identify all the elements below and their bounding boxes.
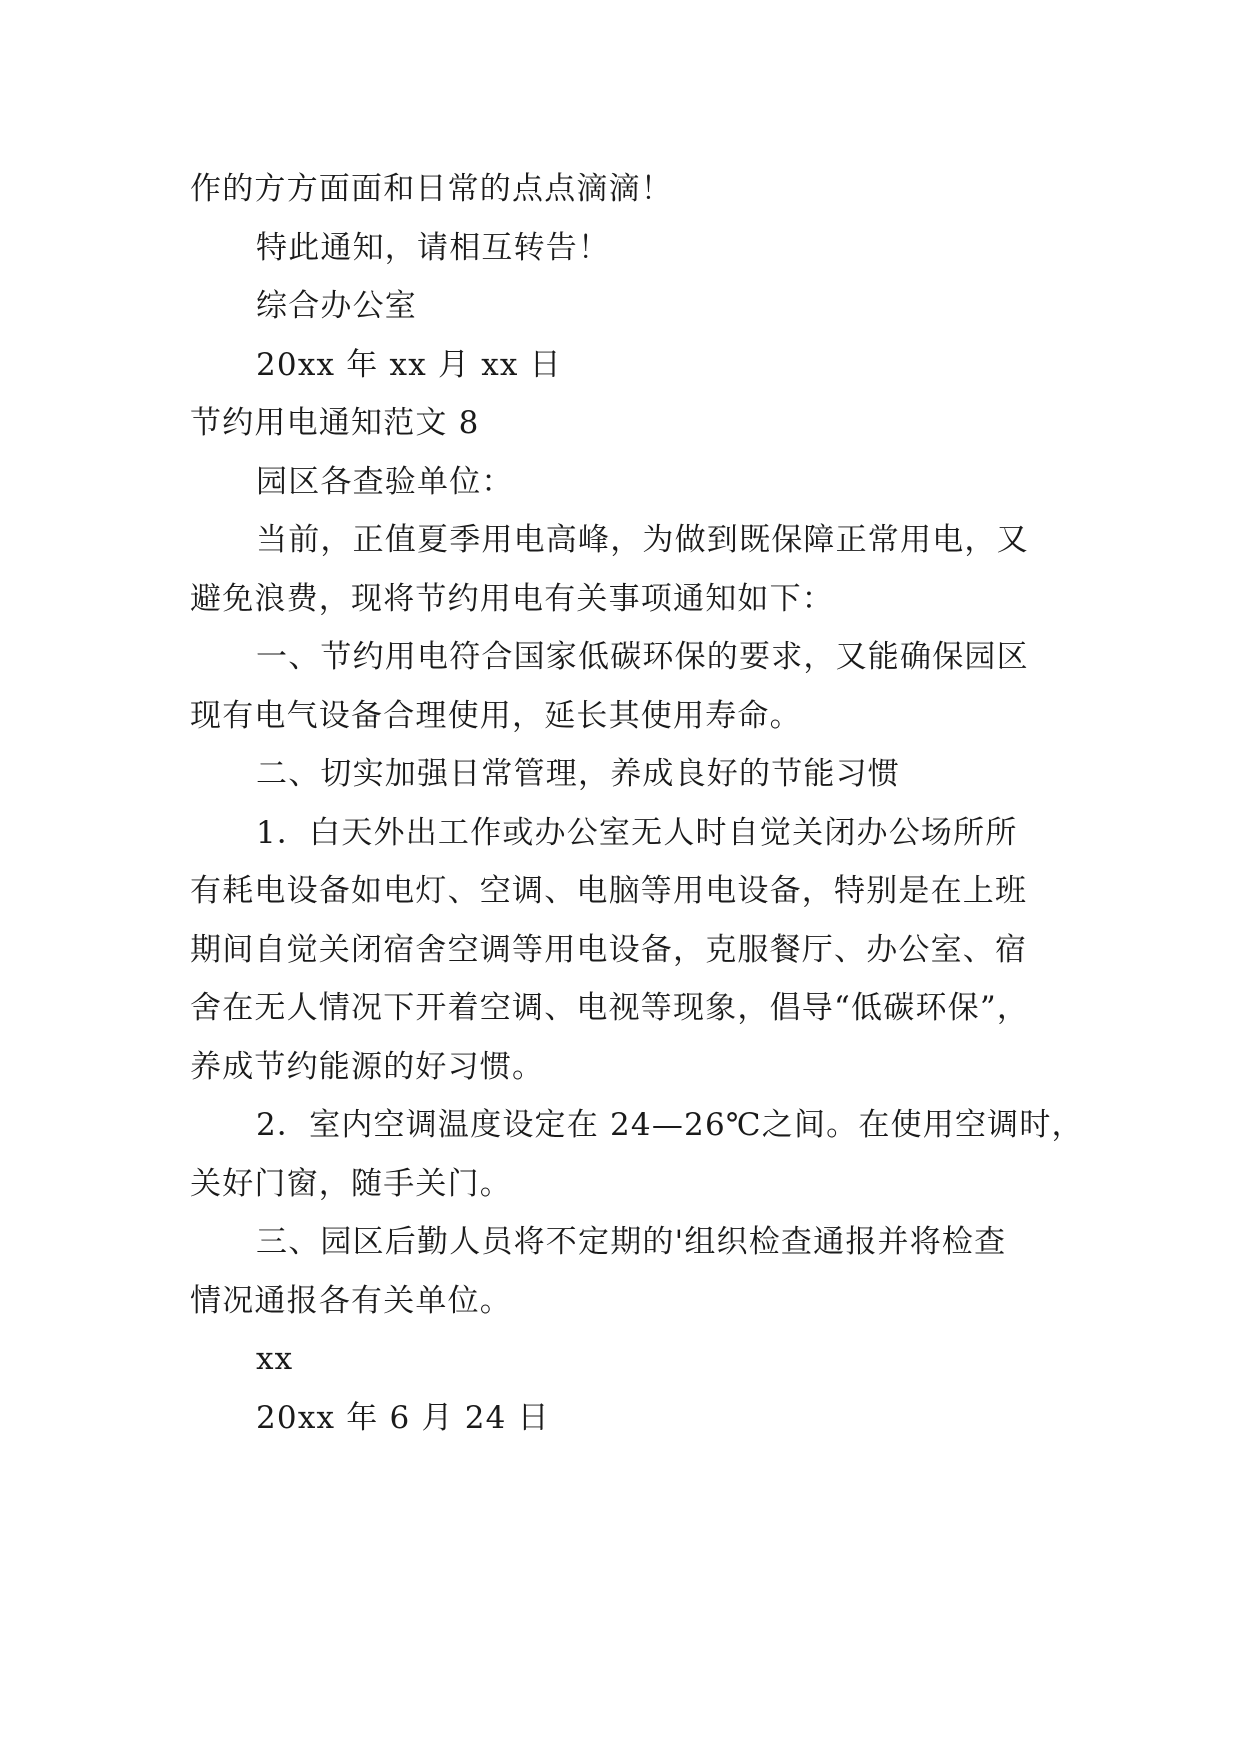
text-line: 节约用电通知范文 8: [190, 405, 480, 441]
text-line: 关好门窗，随手关门。: [190, 1165, 512, 1202]
text-line: 特此通知，请相互转告！: [256, 229, 611, 266]
text-line: xx: [256, 1341, 294, 1377]
text-line: 一、节约用电符合国家低碳环保的要求，又能确保园区: [256, 639, 1029, 675]
text-line: 期间自觉关闭宿舍空调等用电设备，克服餐厅、办公室、宿: [190, 931, 1028, 968]
document-body: [190, 160, 1084, 1447]
text-line: 20xx 年 xx 月 xx 日: [256, 346, 562, 383]
text-line: 1．白天外出工作或办公室无人时自觉关闭办公场所所: [256, 814, 1018, 851]
text-line: 园区各查验单位：: [256, 463, 514, 500]
text-line: 二、切实加强日常管理，养成良好的节能习惯: [256, 756, 900, 792]
text-line: 三、园区后勤人员将不定期的'组织检查通报并将检查: [256, 1224, 1007, 1260]
text-line: 综合办公室: [256, 288, 417, 324]
text-line: 现有电气设备合理使用，延长其使用寿命。: [190, 697, 802, 734]
text-line: 避免浪费，现将节约用电有关事项通知如下：: [190, 580, 834, 617]
text-line: 养成节约能源的好习惯。: [190, 1048, 545, 1085]
text-line: 舍在无人情况下开着空调、电视等现象，倡导“低碳环保”，: [190, 990, 1030, 1026]
text-line: 2．室内空调温度设定在 24—26℃之间。在使用空调时，: [256, 1107, 1084, 1143]
text-line: 有耗电设备如电灯、空调、电脑等用电设备，特别是在上班: [190, 873, 1028, 909]
text-line: 作的方方面面和日常的点点滴滴！: [190, 171, 673, 207]
text-line: 20xx 年 6 月 24 日: [256, 1399, 550, 1436]
text-line: 当前，正值夏季用电高峰，为做到既保障正常用电，又: [256, 522, 1029, 558]
text-line: 情况通报各有关单位。: [190, 1282, 512, 1319]
